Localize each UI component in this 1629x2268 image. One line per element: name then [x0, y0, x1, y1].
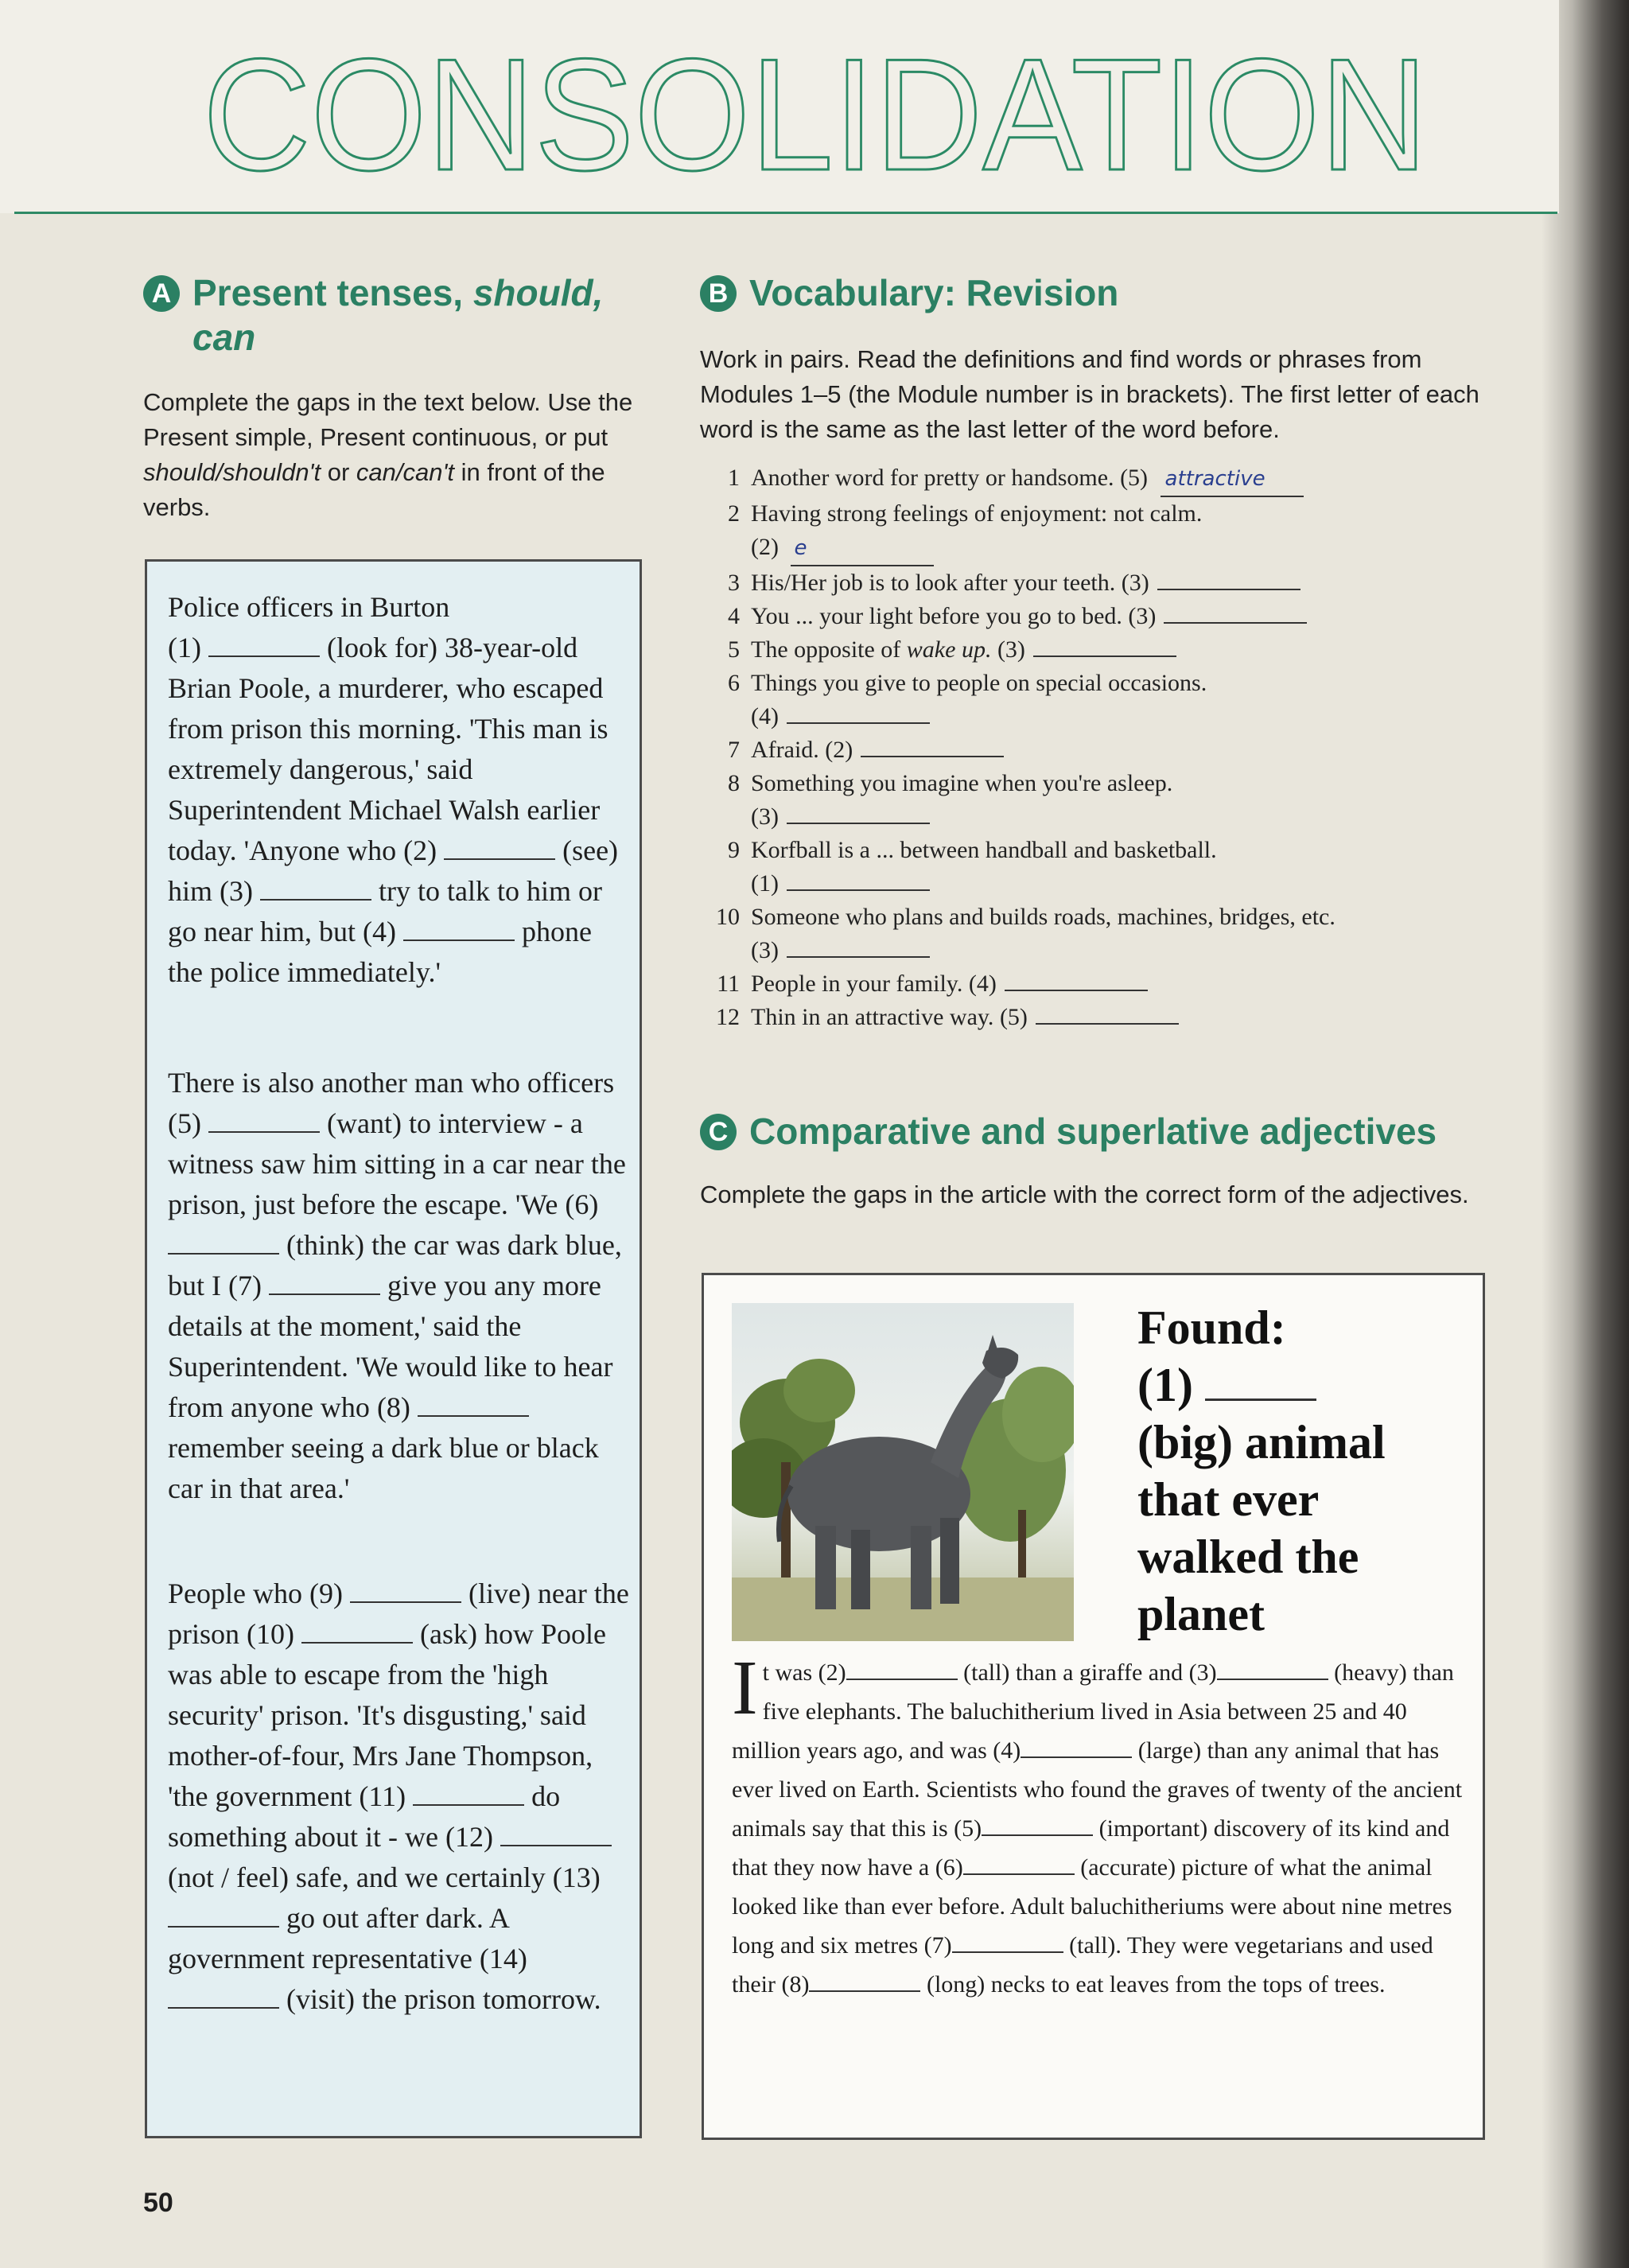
answer-field-3[interactable] [1157, 566, 1300, 590]
gap-7[interactable] [269, 1270, 380, 1295]
section-a-badge: A [143, 275, 180, 312]
page-binding-shadow [1542, 0, 1629, 2268]
article-text: I t was (2) (tall) than a giraffe and (3) (heavy) than five elephants. The baluchitherium lived in Asia between 25 and 40 million years ago, and was (4) (large) than any animal that has ever lived on Earth. Scientists who found the graves of twenty of the ancient animals say that this is (5) (important) discovery of its kind and that they now have a (6) (accurate) picture of what the animal looked like than ever before. Adult baluchitheriums were about nine metres long and six metres (7) (tall). They were vegetarians and used their (8) (long) necks to eat leaves from the tops of trees. [732, 1645, 1463, 1998]
header-rule [14, 212, 1557, 214]
gap-9[interactable] [350, 1577, 461, 1603]
gap-11[interactable] [413, 1780, 524, 1806]
gap-c4[interactable] [1021, 1736, 1132, 1758]
list-item: 3 His/Her job is to look after your teeth. (3) [700, 566, 1495, 600]
answer-field-4[interactable] [1164, 600, 1307, 624]
list-item: 9 Korfball is a ... between handball and basketball. (1) [728, 837, 1217, 897]
svg-text:CONSOLIDATION: CONSOLIDATION [203, 38, 1428, 197]
gap-4[interactable] [403, 916, 515, 941]
section-b-badge: B [700, 275, 737, 312]
section-c-badge: C [700, 1114, 737, 1150]
answer-field-9[interactable] [787, 867, 930, 891]
gap-12[interactable] [500, 1821, 612, 1846]
police-text-box [145, 559, 642, 2138]
section-c-heading [700, 1109, 1495, 1153]
gap-c8[interactable] [809, 1970, 920, 1992]
gap-3[interactable] [260, 875, 371, 901]
gap-c2[interactable] [846, 1658, 958, 1680]
section-b-heading [700, 270, 1495, 315]
list-item: 5 The opposite of wake up. (3) [700, 633, 1495, 667]
section-a-heading [143, 270, 652, 360]
article-box [702, 1273, 1485, 2140]
list-item: 6 Things you give to people on special occasions. (4) [728, 670, 1207, 729]
answer-field-7[interactable] [861, 733, 1004, 757]
gap-c5[interactable] [982, 1814, 1093, 1836]
list-item: 4 You ... your light before you go to bed. (3) [700, 600, 1495, 633]
gap-8[interactable] [418, 1391, 529, 1417]
list-item: 12 Thin in an attractive way. (5) [700, 1001, 1495, 1034]
gap-c1[interactable] [1205, 1362, 1316, 1401]
answer-field-5[interactable] [1033, 633, 1176, 657]
gap-14[interactable] [168, 1983, 279, 2009]
list-item: 7 Afraid. (2) [700, 733, 1495, 767]
gap-c6[interactable] [963, 1853, 1075, 1875]
answer-field-6[interactable] [787, 700, 930, 724]
gap-c3[interactable] [1217, 1658, 1328, 1680]
section-b-instructions: Work in pairs. Read the definitions and find words or phrases from Modules 1–5 (the Module number is in brackets). The first letter of each word is the same as the last letter of the word before. [700, 345, 1479, 443]
baluchitherium-illustration-icon [732, 1303, 1074, 1641]
answer-field-8[interactable] [787, 800, 930, 824]
gap-c7[interactable] [952, 1931, 1063, 1953]
list-item: 1 Another word for pretty or handsome. (5) attractive [700, 461, 1495, 497]
paragraph-1: Police officers in Burton (1) (look for) 38-year-old Brian Poole, a murderer, who escaped from prison this morning. 'This man is extremely dangerous,' said Superintendent Michael Walsh earlier today. 'Anyone who (2) (see) him (3) try to talk to him or go near him, but (4) phone the police immediately.' [168, 591, 619, 988]
answer-field-1[interactable]: attractive [1161, 461, 1304, 497]
list-item: 2 Having strong feelings of enjoyment: not calm. (2) e [700, 497, 1495, 566]
gap-1[interactable] [208, 632, 320, 657]
article-headline: Found: (1) (big) animal that ever walked the planet [1137, 1301, 1386, 1640]
list-item: 11 People in your family. (4) [700, 967, 1495, 1001]
gap-10[interactable] [301, 1618, 413, 1644]
gap-6[interactable] [168, 1229, 279, 1255]
section-b-title: Vocabulary: Revision [749, 272, 1119, 313]
gap-2[interactable] [444, 834, 555, 860]
section-c-title: Comparative and superlative adjectives [749, 1111, 1437, 1152]
page-title [195, 38, 1436, 197]
drop-cap: I [732, 1645, 758, 1731]
gap-13[interactable] [168, 1902, 279, 1928]
vocabulary-list [700, 461, 1495, 1034]
page-number: 50 [143, 2188, 173, 2218]
answer-field-12[interactable] [1036, 1001, 1179, 1025]
section-c-instructions: Complete the gaps in the article with the correct form of the adjectives. [700, 1181, 1469, 1208]
answer-field-2[interactable]: e [791, 531, 934, 566]
section-a-title: Present tenses, should, can [192, 272, 604, 358]
section-a-instructions: Complete the gaps in the text below. Use the Present simple, Present continuous, or put should/shouldn't or can/can't in front of the verbs. [143, 388, 633, 521]
list-item: 10 Someone who plans and builds roads, machines, bridges, etc. (3) [716, 904, 1335, 963]
paragraph-3: People who (9) (live) near the prison (10) (ask) how Poole was able to escape from the 'high security' prison. 'It's disgusting,' said mother-of-four, Mrs Jane Thompson, 'the government (11) do something about it - we (12) (not / feel) safe, and we certainly (13) go out after dark. A government representative (14) (visit) the prison tomorrow. [168, 1577, 629, 2015]
list-item: 8 Something you imagine when you're asleep. (3) [728, 770, 1173, 830]
answer-field-11[interactable] [1005, 967, 1148, 991]
gap-5[interactable] [208, 1107, 320, 1133]
answer-field-10[interactable] [787, 934, 930, 958]
paragraph-2: There is also another man who officers (5) (want) to interview - a witness saw him sitting in a car near the prison, just before the escape. 'We (6) (think) the car was dark blue, but I (7) give you any more details at the moment,' said the Superintendent. 'We would like to hear from anyone who (8) remember seeing a dark blue or black car in that area.' [168, 1067, 626, 1504]
